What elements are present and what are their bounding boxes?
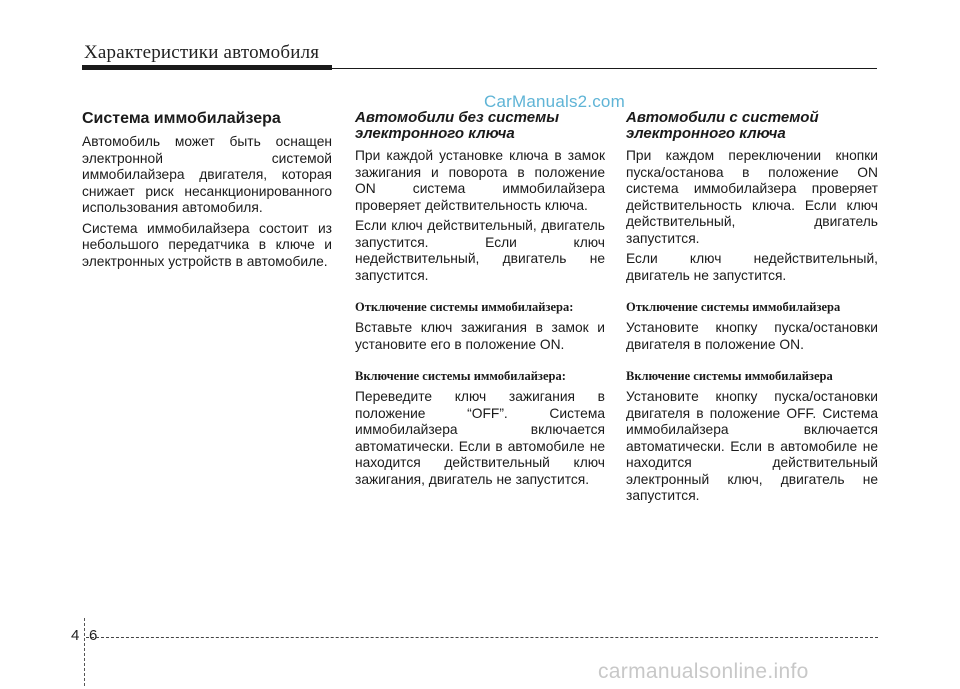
paragraph: Переведите ключ зажигания в положение “OFF”. Система иммобилайзера включается автоматически. Если в автомобиле не находится действительный ключ зажигания, двигатель не запустится. [355, 389, 605, 487]
paragraph: Установите кнопку пуска/остановки двигателя в положение ON. [626, 320, 878, 352]
section-heading: Система иммобилайзера [82, 110, 281, 127]
subheading: Отключение системы иммобилайзера [626, 300, 841, 314]
page-number-value: 6 [89, 627, 98, 644]
subheading: Отключение системы иммобилайзера: [355, 300, 574, 314]
watermark-top: CarManuals2.com [484, 92, 625, 111]
chapter-number: 4 [71, 627, 80, 644]
paragraph: Автомобиль может быть оснащен электронной системой иммобилайзера двигателя, которая снижает риск несанкционированного использования автомобиля. [82, 134, 332, 215]
page-header-title: Характеристики автомобиля [84, 42, 320, 63]
paragraph: При каждом переключении кнопки пуска/останова в положение ON система иммобилайзера проверяет действительность ключа. Если ключ действительный, двигатель запустится. [626, 148, 878, 246]
section-heading-italic: Автомобили с системой электронного ключа [626, 109, 819, 142]
header-rule-thick [82, 65, 332, 70]
paragraph: Вставьте ключ зажигания в замок и установите его в положение ON. [355, 320, 605, 352]
paragraph: Система иммобилайзера состоит из небольшого передатчика в ключе и электронных устройств в автомобиле. [82, 220, 332, 269]
subheading: Включение системы иммобилайзера [626, 369, 833, 383]
paragraph: Установите кнопку пуска/остановки двигателя в положение OFF. Система иммобилайзера включается автоматически. Если в автомобиле не находится действительный электронный ключ, двигатель не запустится. [626, 389, 878, 503]
paragraph: Если ключ недействительный, двигатель не запустится. [626, 251, 878, 283]
section-heading-italic: Автомобили без системы электронного ключа [355, 109, 560, 142]
paragraph: При каждой установке ключа в замок зажигания и поворота в положение ON система иммобилайзера проверяет действительность ключа. [355, 148, 605, 213]
column-3 [626, 110, 878, 509]
footer-rule [86, 637, 878, 638]
column-2 [355, 110, 605, 492]
paragraph: Если ключ действительный, двигатель запустится. Если ключ недействительный, двигатель не запустится. [355, 218, 605, 283]
header-rule-thin [332, 68, 877, 70]
watermark-bottom: carmanualsonline.info [598, 660, 809, 683]
column-1 [82, 110, 332, 274]
subheading: Включение системы иммобилайзера: [355, 369, 566, 383]
